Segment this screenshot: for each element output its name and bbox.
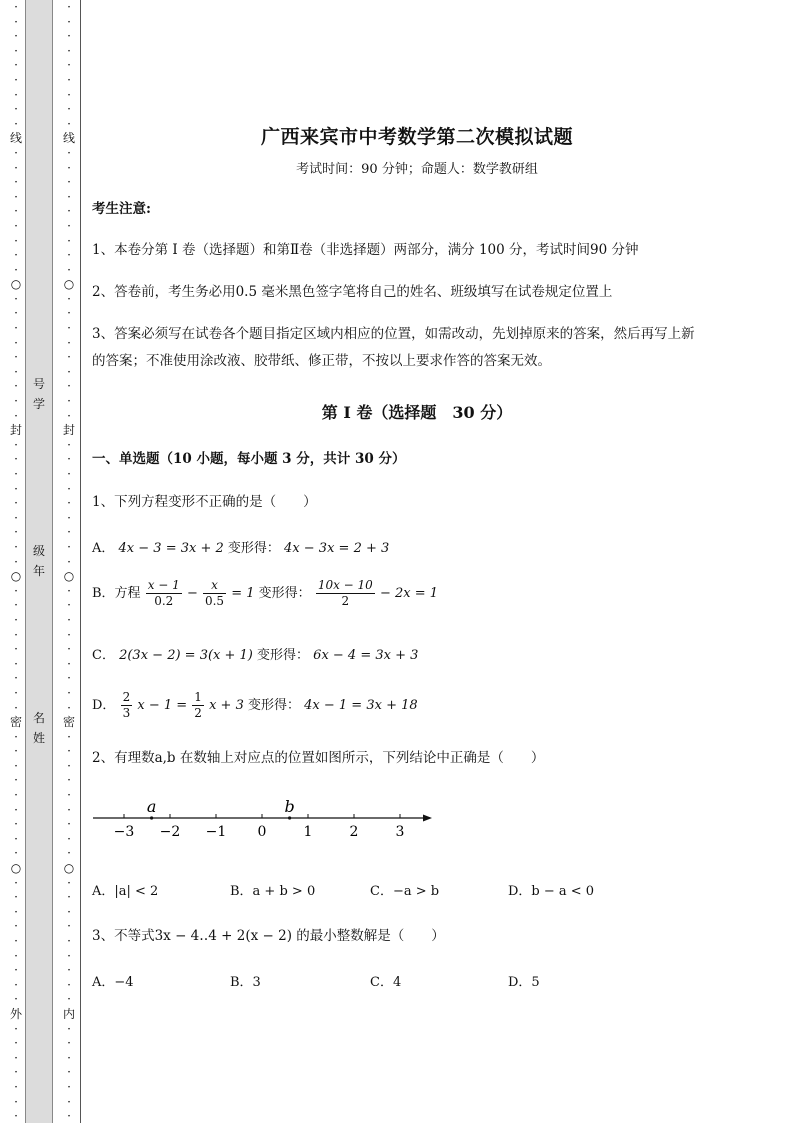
seal-dot: ·	[14, 539, 18, 554]
seal-marker: 封	[63, 423, 76, 438]
seal-dot: ·	[14, 306, 18, 321]
seal-dot: ·	[67, 1036, 71, 1051]
seal-dot: ·	[67, 102, 71, 117]
seal-marker: 内	[63, 1006, 76, 1021]
seal-dot: ·	[14, 904, 18, 919]
option-text: 变形得：	[257, 648, 310, 663]
seal-dot: ·	[14, 481, 18, 496]
notice-item-2: 2、答卷前，考生务必用0.5 毫米黑色签字笔将自己的姓名、班级填写在试卷规定位置上	[92, 284, 613, 300]
seal-dot: ·	[14, 437, 18, 452]
seal-dot: ·	[67, 350, 71, 365]
seal-dot: ·	[14, 116, 18, 131]
question-3-option-a: A．−4	[92, 975, 134, 990]
seal-dot: ·	[67, 802, 71, 817]
seal-dot: ·	[14, 335, 18, 350]
seal-dot: ·	[67, 1050, 71, 1065]
seal-dot: ·	[14, 612, 18, 627]
numerator: x − 1	[147, 578, 180, 592]
seal-dot: ·	[67, 627, 71, 642]
seal-dot: ·	[14, 963, 18, 978]
denominator: 3	[122, 706, 131, 720]
question-1-option-a	[92, 537, 389, 556]
seal-dot: ·	[14, 452, 18, 467]
option-result: 4x − 3x = 2 + 3	[284, 541, 390, 556]
seal-dot: ·	[14, 233, 18, 248]
seal-dot: ·	[14, 1094, 18, 1109]
seal-dot: ·	[14, 744, 18, 759]
denominator: 2	[341, 594, 350, 608]
question-3-stem: 3、不等式3x − 4‥4 + 2(x − 2) 的最小整数解是（ ）	[92, 928, 445, 944]
seal-dot: ·	[14, 554, 18, 569]
seal-dot: ·	[67, 160, 71, 175]
seal-dot: ·	[14, 291, 18, 306]
denominator: 2	[194, 706, 202, 720]
seal-dot: ·	[67, 846, 71, 861]
seal-dot: ·	[14, 0, 18, 14]
seal-dot: ·	[67, 87, 71, 102]
seal-dot: ·	[14, 204, 18, 219]
seal-dot: ·	[14, 583, 18, 598]
numerator: 10x − 10	[317, 578, 373, 592]
fraction	[146, 578, 182, 609]
seal-dot: ·	[67, 72, 71, 87]
question-3-option-d: D．5	[508, 975, 540, 990]
seal-marker: ○	[63, 861, 75, 876]
seal-marker: 密	[10, 715, 23, 730]
seal-dot: ·	[14, 671, 18, 686]
seal-dot: ·	[14, 802, 18, 817]
option-result: 6x − 4 = 3x + 3	[313, 648, 419, 663]
seal-dot: ·	[14, 510, 18, 525]
option-result: − 2x = 1	[379, 586, 439, 601]
tick-label: 0	[257, 824, 267, 840]
seal-dot: ·	[14, 685, 18, 700]
seal-dot: ·	[67, 890, 71, 905]
tick-label: 3	[395, 824, 405, 840]
seal-dot: ·	[67, 612, 71, 627]
seal-dot: ·	[67, 583, 71, 598]
option-result: 4x − 1 = 3x + 18	[304, 698, 418, 713]
seal-dot: ·	[14, 102, 18, 117]
right-dotted-seal-line	[63, 0, 75, 1123]
question-2-stem: 2、有理数a,b 在数轴上对应点的位置如图所示，下列结论中正确是（ ）	[92, 750, 545, 766]
seal-dot: ·	[14, 321, 18, 336]
field-label-char: 姓	[32, 731, 45, 745]
question-3-option-c: C．4	[370, 975, 402, 990]
seal-dot: ·	[67, 262, 71, 277]
margin-rule	[80, 0, 81, 1123]
seal-dot: ·	[67, 394, 71, 409]
seal-dot: ·	[14, 846, 18, 861]
point-marker	[150, 816, 153, 819]
seal-dot: ·	[14, 758, 18, 773]
seal-dot: ·	[67, 452, 71, 467]
seal-marker: 线	[63, 131, 76, 146]
seal-dot: ·	[67, 992, 71, 1007]
seal-dot: ·	[67, 598, 71, 613]
seal-dot: ·	[14, 642, 18, 657]
seal-dot: ·	[67, 29, 71, 44]
seal-dot: ·	[67, 817, 71, 832]
seal-dot: ·	[67, 729, 71, 744]
seal-dot: ·	[67, 306, 71, 321]
seal-dot: ·	[14, 817, 18, 832]
seal-dot: ·	[14, 1021, 18, 1036]
seal-dot: ·	[67, 831, 71, 846]
seal-dot: ·	[14, 72, 18, 87]
seal-dot: ·	[67, 145, 71, 160]
seal-dot: ·	[67, 773, 71, 788]
seal-dot: ·	[14, 496, 18, 511]
option-label: C．	[92, 648, 115, 663]
seal-dot: ·	[67, 1079, 71, 1094]
seal-dot: ·	[14, 934, 18, 948]
student-info-band	[25, 0, 53, 1123]
exam-info: 考试时间：90 分钟；命题人：数学教研组	[296, 162, 538, 177]
fraction	[121, 690, 133, 721]
seal-dot: ·	[14, 1050, 18, 1065]
seal-dot: ·	[14, 14, 18, 29]
seal-dot: ·	[67, 379, 71, 394]
seal-dot: ·	[14, 175, 18, 190]
seal-dot: ·	[14, 948, 18, 963]
seal-dot: ·	[67, 758, 71, 773]
seal-dot: ·	[67, 656, 71, 671]
seal-dot: ·	[67, 1021, 71, 1036]
question-2-option-a: A．|a| < 2	[92, 884, 159, 899]
seal-dot: ·	[67, 700, 71, 715]
notice-heading: 考生注意:	[92, 201, 151, 217]
field-label-char: 年	[32, 564, 45, 578]
option-expression: x + 3	[209, 698, 244, 713]
seal-dot: ·	[14, 408, 18, 423]
seal-dot: ·	[14, 875, 18, 890]
seal-dot: ·	[14, 788, 18, 803]
seal-dot: ·	[67, 948, 71, 963]
seal-dot: ·	[14, 350, 18, 365]
seal-dot: ·	[67, 685, 71, 700]
seal-dot: ·	[14, 248, 18, 263]
seal-dot: ·	[67, 0, 71, 14]
numerator: 1	[194, 690, 202, 704]
seal-dot: ·	[67, 291, 71, 306]
seal-dot: ·	[67, 321, 71, 336]
seal-dot: ·	[67, 364, 71, 379]
seal-dot: ·	[67, 437, 71, 452]
tick-label: 1	[303, 824, 313, 840]
seal-marker: ○	[10, 569, 22, 584]
question-1-option-d	[92, 690, 418, 721]
seal-dot: ·	[67, 919, 71, 934]
question-1-option-c	[92, 644, 418, 663]
numerator: x	[203, 578, 226, 594]
question-1-stem: 1、下列方程变形不正确的是（ ）	[92, 494, 317, 510]
seal-dot: ·	[67, 977, 71, 992]
numerator: 2	[122, 690, 131, 704]
option-label: A．	[92, 541, 115, 556]
seal-dot: ·	[67, 510, 71, 525]
seal-dot: ·	[67, 1109, 71, 1124]
option-expression: x − 1 =	[137, 698, 188, 713]
seal-dot: ·	[67, 525, 71, 540]
seal-dot: ·	[67, 554, 71, 569]
seal-dot: ·	[67, 481, 71, 496]
field-label-char: 学	[32, 397, 45, 411]
option-label: B．方程	[92, 586, 141, 601]
fraction	[192, 690, 204, 721]
seal-dot: ·	[14, 467, 18, 481]
field-label-char: 级	[32, 544, 45, 558]
seal-dot: ·	[67, 43, 71, 58]
seal-dot: ·	[67, 189, 71, 204]
seal-dot: ·	[67, 218, 71, 233]
seal-dot: ·	[67, 1094, 71, 1109]
seal-dot: ·	[67, 175, 71, 190]
seal-dot: ·	[14, 1036, 18, 1051]
seal-dot: ·	[14, 598, 18, 613]
denominator: 0.5	[204, 594, 225, 608]
seal-dot: ·	[67, 58, 71, 73]
seal-dot: ·	[14, 58, 18, 73]
question-2-option-d: D．b − a < 0	[508, 884, 595, 899]
seal-dot: ·	[14, 700, 18, 715]
seal-dot: ·	[14, 773, 18, 788]
question-2-option-b: B．a + b > 0	[230, 884, 316, 899]
point-label: a	[146, 797, 157, 816]
seal-dot: ·	[14, 29, 18, 44]
seal-dot: ·	[14, 1079, 18, 1094]
part-heading: 一、单选题（10 小题，每小题 3 分，共计 30 分）	[92, 451, 406, 467]
seal-dot: ·	[67, 875, 71, 890]
seal-dot: ·	[67, 248, 71, 263]
seal-dot: ·	[14, 890, 18, 905]
question-3-option-b: B．3	[230, 975, 261, 990]
seal-dot: ·	[67, 963, 71, 978]
seal-dot: ·	[14, 379, 18, 394]
binding-margin	[0, 0, 82, 1123]
seal-dot: ·	[14, 364, 18, 379]
option-text: 变形得：	[258, 586, 311, 601]
seal-dot: ·	[14, 43, 18, 58]
tick-label: 2	[349, 824, 359, 840]
fraction	[316, 578, 375, 609]
seal-dot: ·	[67, 408, 71, 423]
seal-dot: ·	[14, 145, 18, 160]
number-line	[92, 792, 442, 842]
seal-marker: 外	[10, 1006, 23, 1021]
seal-dot: ·	[14, 525, 18, 540]
seal-dot: ·	[67, 642, 71, 657]
seal-dot: ·	[67, 467, 71, 481]
seal-dot: ·	[67, 335, 71, 350]
seal-dot: ·	[67, 539, 71, 554]
seal-dot: ·	[67, 934, 71, 948]
seal-dot: ·	[14, 218, 18, 233]
section-title: 第 I 卷（选择题 30 分）	[321, 403, 513, 422]
seal-marker: ○	[63, 569, 75, 584]
seal-dot: ·	[14, 262, 18, 277]
point-marker	[288, 816, 291, 819]
seal-dot: ·	[14, 992, 18, 1007]
seal-dot: ·	[14, 977, 18, 992]
seal-dot: ·	[14, 729, 18, 744]
fraction	[203, 578, 226, 609]
option-expression: 2(3x − 2) = 3(x + 1)	[119, 648, 253, 663]
seal-dot: ·	[14, 160, 18, 175]
option-text: 变形得：	[247, 698, 300, 713]
question-1-option-b	[92, 578, 438, 609]
option-expression: = 1	[231, 586, 255, 601]
seal-dot: ·	[67, 671, 71, 686]
seal-dot: ·	[67, 1065, 71, 1080]
page-title: 广西来宾市中考数学第二次模拟试题	[260, 126, 573, 148]
question-2-option-c: C．−a > b	[370, 884, 440, 899]
notice-item-3-line-1: 3、答案必须写在试卷各个题目指定区域内相应的位置，如需改动，先划掉原来的答案，然后再写上新	[92, 326, 695, 342]
seal-dot: ·	[67, 788, 71, 803]
point-label: b	[284, 797, 295, 816]
minus-sign: −	[186, 586, 198, 601]
seal-dot: ·	[67, 496, 71, 511]
seal-dot: ·	[14, 394, 18, 409]
seal-dot: ·	[67, 233, 71, 248]
seal-marker: ○	[63, 277, 75, 292]
option-text: 变形得：	[227, 541, 280, 556]
tick-label: −1	[205, 824, 227, 840]
seal-dot: ·	[67, 14, 71, 29]
option-label: D．	[92, 698, 116, 713]
option-expression: 4x − 3 = 3x + 2	[118, 541, 224, 556]
seal-dot: ·	[14, 189, 18, 204]
seal-marker: 线	[10, 131, 23, 146]
seal-dot: ·	[14, 919, 18, 934]
seal-marker: 密	[63, 715, 76, 730]
seal-marker: 封	[10, 423, 23, 438]
notice-item-3-line-2: 的答案；不准使用涂改液、胶带纸、修正带，不按以上要求作答的答案无效。	[92, 353, 551, 369]
seal-dot: ·	[67, 116, 71, 131]
seal-dot: ·	[67, 204, 71, 219]
field-label-char: 名	[32, 711, 45, 725]
notice-item-1: 1、本卷分第 I 卷（选择题）和第Ⅱ卷（非选择题）两部分，满分 100 分，考试时间90 分钟	[92, 242, 639, 258]
tick-label: −3	[113, 824, 135, 840]
seal-dot: ·	[67, 904, 71, 919]
seal-dot: ·	[14, 627, 18, 642]
seal-marker: ○	[10, 277, 22, 292]
seal-dot: ·	[14, 1065, 18, 1080]
seal-dot: ·	[14, 1109, 18, 1124]
field-label-char: 号	[32, 377, 45, 391]
axis-arrow-icon	[423, 815, 432, 822]
seal-dot: ·	[14, 87, 18, 102]
seal-dot: ·	[14, 831, 18, 846]
seal-marker: ○	[10, 861, 22, 876]
left-dotted-seal-line	[10, 0, 22, 1123]
seal-dot: ·	[14, 656, 18, 671]
seal-dot: ·	[67, 744, 71, 759]
tick-label: −2	[159, 824, 181, 840]
denominator: 0.2	[154, 594, 174, 608]
